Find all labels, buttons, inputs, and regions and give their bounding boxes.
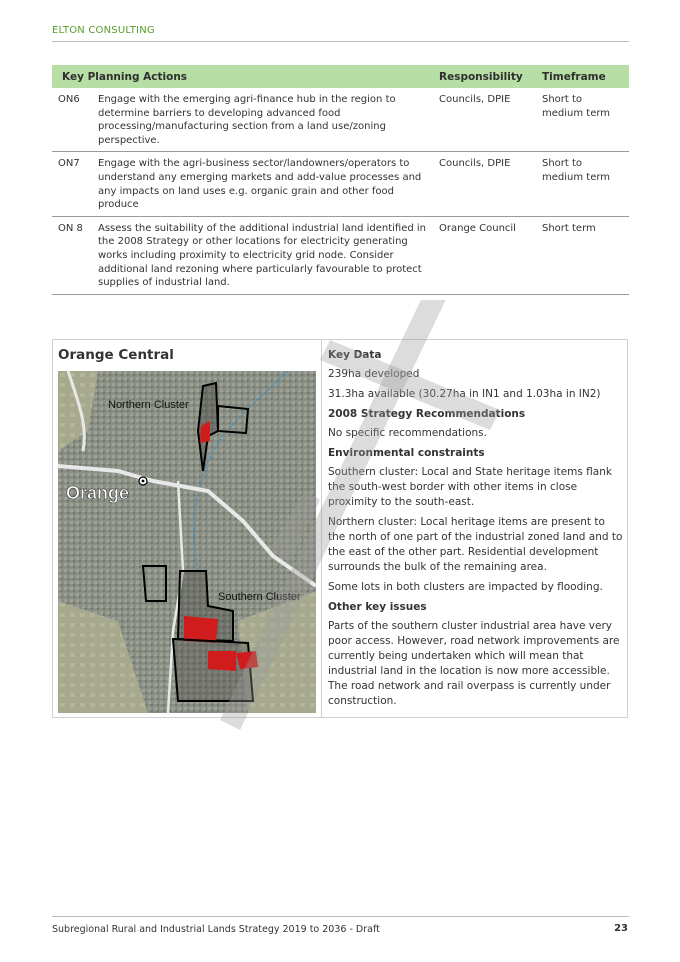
- recommendations-text: No specific recommendations.: [328, 427, 487, 439]
- key-data-heading: Key Data: [328, 349, 382, 361]
- column-header-responsibility: Responsibility: [433, 65, 536, 88]
- action-timeframe: Short to medium term: [536, 152, 629, 216]
- panel-divider: [321, 340, 322, 717]
- action-text: Engage with the emerging agri-finance hub in the region to determine barriers to developing advanced food processing/manufacturing section from a land use/zoning perspective.: [92, 88, 433, 152]
- map-label-northern-cluster: Northern Cluster: [108, 399, 189, 411]
- industrial-land-south: [173, 639, 253, 701]
- table-row: [52, 216, 629, 294]
- environmental-northern: Northern cluster: Local heritage items are present to the north of one part of the industrial zoned land and to the east of the other part. Residential development surrounds the bulk of the remaining area.: [328, 516, 623, 573]
- environmental-flooding: Some lots in both clusters are impacted by flooding.: [328, 581, 603, 593]
- header-brand: ELTON CONSULTING: [52, 25, 155, 36]
- environmental-southern: Southern cluster: Local and State heritage items flank the south-west border with other items in close proximity to the south-east.: [328, 466, 612, 508]
- table-header-row: [52, 65, 629, 88]
- footer-title: Subregional Rural and Industrial Lands Strategy 2019 to 2036 - Draft: [52, 924, 380, 935]
- available-area: 31.3ha available (30.27ha in IN1 and 1.03ha in IN2): [328, 388, 601, 400]
- action-text: Assess the suitability of the additional industrial land identified in the 2008 Strategy or other locations for electricity generating works including proximity to electricity grid node. Consider additional land rezoning where particularly favourable to protect supplies of industrial land.: [92, 216, 433, 294]
- action-code: ON7: [52, 152, 92, 216]
- action-responsibility: Councils, DPIE: [433, 152, 536, 216]
- action-code: ON6: [52, 88, 92, 152]
- other-issues-heading: Other key issues: [328, 601, 427, 613]
- planning-actions-table: [52, 65, 629, 295]
- other-issues-text: Parts of the southern cluster industrial area have very poor access. However, road network improvements are currently being undertaken which will mean that industrial land in the location is now more accessible. The road network and rail overpass is currently under construction.: [328, 620, 620, 707]
- environmental-heading: Environmental constraints: [328, 447, 485, 459]
- action-responsibility: Councils, DPIE: [433, 88, 536, 152]
- table-row: [52, 88, 629, 152]
- column-header-actions: Key Planning Actions: [52, 65, 433, 88]
- action-responsibility: Orange Council: [433, 216, 536, 294]
- site-profile-panel: [52, 339, 628, 718]
- industrial-land-south-red: [208, 651, 236, 671]
- town-centre-marker-dot: [142, 480, 145, 483]
- action-code: ON 8: [52, 216, 92, 294]
- recommendations-heading: 2008 Strategy Recommendations: [328, 408, 526, 420]
- page-number: 23: [614, 923, 628, 934]
- action-timeframe: Short to medium term: [536, 88, 629, 152]
- column-header-timeframe: Timeframe: [536, 65, 629, 88]
- site-info: [328, 348, 624, 714]
- action-text: Engage with the agri-business sector/landowners/operators to understand any emerging markets and add-value processes and any impacts on land uses e.g. organic grain and other food produce: [92, 152, 433, 216]
- developed-area: 239ha developed: [328, 368, 420, 380]
- map-label-orange: Orange: [66, 483, 130, 503]
- header-rule: [52, 41, 629, 42]
- footer-rule: [52, 916, 629, 917]
- site-map: [58, 371, 316, 713]
- site-title: Orange Central: [58, 347, 174, 363]
- action-timeframe: Short term: [536, 216, 629, 294]
- table-row: [52, 152, 629, 216]
- map-label-southern-cluster: Southern Cluster: [218, 591, 301, 603]
